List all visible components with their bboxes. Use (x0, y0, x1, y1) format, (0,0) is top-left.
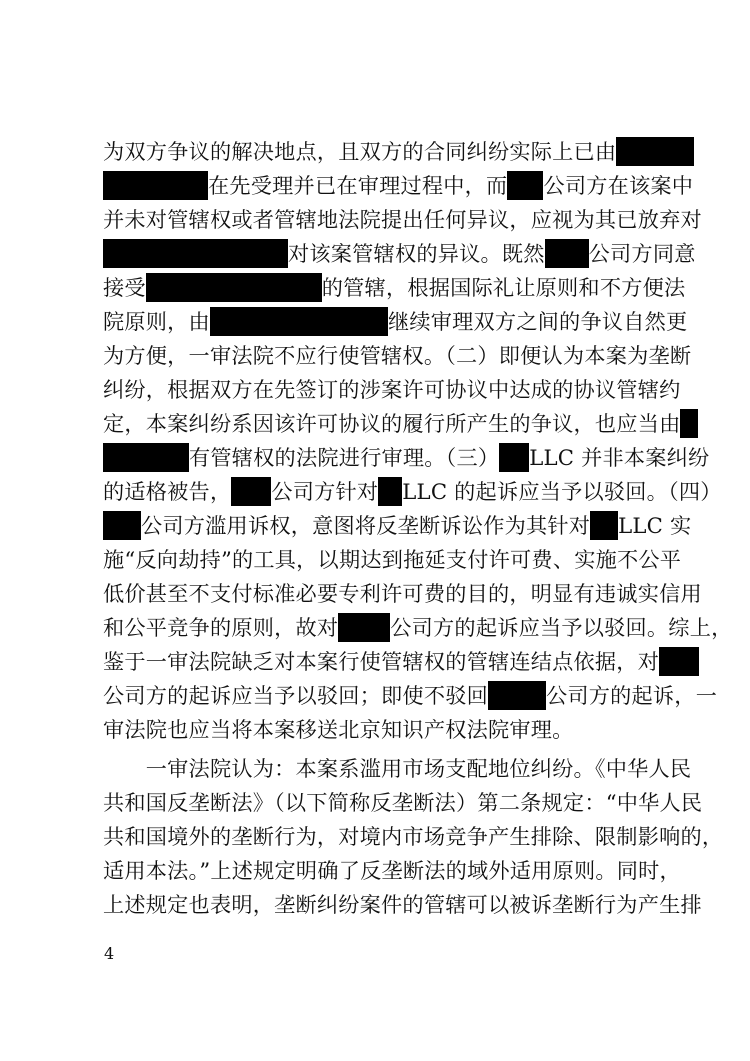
text-segment: LLC 的起诉应当予以驳回。（四） (402, 479, 722, 504)
text-segment: 适用本法。”上述规定明确了反垄断法的域外适用原则。同时， (103, 858, 681, 883)
text-segment: 纠纷，根据双方在先签订的涉案许可协议中达成的协议管辖约 (103, 377, 681, 402)
text-line (103, 509, 692, 543)
text-segment: 接受 (103, 275, 146, 300)
redaction-box (210, 307, 388, 336)
redaction-box (499, 443, 529, 472)
text-segment: 在先受理并已在审理过程中，而 (208, 173, 508, 198)
text-segment: 低价甚至不支付标准必要专利许可费的目的，明显有违诚实信用 (103, 581, 702, 606)
text-segment: 公司方的起诉，一 (545, 683, 718, 708)
text-segment: LLC 实 (618, 513, 692, 538)
redaction-box (680, 409, 698, 438)
text-segment: 一审法院认为：本案系滥用市场支配地位纠纷。《中华人民 (103, 756, 692, 781)
redaction-box (231, 477, 271, 506)
text-segment: 公司方同意 (588, 241, 696, 266)
text-segment: 公司方滥用诉权，意图将反垄断诉讼作为其针对 (141, 513, 591, 538)
text-line (103, 203, 702, 237)
redaction-box (590, 511, 618, 540)
text-segment: 公司方针对 (271, 479, 379, 504)
text-segment: 定，本案纠纷系因该许可协议的履行所产生的争议，也应当由 (103, 411, 681, 436)
text-segment: 并未对管辖权或者管辖地法院提出任何异议，应视为其已放弃对 (103, 207, 702, 232)
text-line (103, 713, 663, 747)
text-segment: 对该案管辖权的异议。既然 (288, 241, 545, 266)
redaction-box (616, 137, 694, 166)
text-segment: 上述规定也表明，垄断纠纷案件的管辖可以被诉垄断行为产生排 (103, 892, 702, 917)
redaction-box (338, 613, 390, 642)
text-segment: 的管辖，根据国际礼让原则和不方便法 (321, 275, 686, 300)
text-line (103, 645, 663, 679)
text-line (103, 475, 722, 509)
text-line (103, 237, 696, 271)
text-segment: 为方便，一审法院不应行使管辖权。（二）即便认为本案为垄断 (103, 343, 692, 368)
text-line (103, 339, 692, 373)
text-line (103, 577, 702, 611)
text-segment: 审法院也应当将本案移送北京知识产权法院审理。 (103, 717, 574, 742)
redaction-box (659, 647, 699, 676)
text-segment: LLC 并非本案纠纷 (529, 445, 710, 470)
redaction-box (507, 171, 543, 200)
redaction-box (545, 239, 589, 268)
text-segment: 公司方在该案中 (543, 173, 694, 198)
text-line (103, 305, 688, 339)
text-line (103, 611, 733, 645)
text-segment: 鉴于一审法院缺乏对本案行使管辖权的管辖连结点依据，对 (103, 649, 660, 674)
text-line (103, 271, 686, 305)
text-segment: 为双方争议的解决地点，且双方的合同纠纷实际上已由 (103, 139, 617, 164)
text-segment: 继续审理双方之间的争议自然更 (387, 309, 688, 334)
text-line (103, 679, 718, 713)
text-line (103, 169, 694, 203)
text-segment: 院原则，由 (103, 309, 210, 334)
text-line (103, 543, 682, 577)
text-line (103, 135, 663, 169)
redaction-box (103, 511, 141, 540)
redaction-box (378, 477, 402, 506)
text-segment: 公司方的起诉应当予以驳回；即使不驳回 (103, 683, 488, 708)
text-line (103, 888, 702, 922)
text-line (103, 441, 710, 475)
redaction-box (103, 171, 208, 200)
redaction-box (103, 443, 189, 472)
redaction-box (488, 681, 546, 710)
text-line (103, 854, 681, 888)
text-line (103, 407, 681, 441)
redaction-box (146, 273, 322, 302)
page-number: 4 (104, 944, 115, 963)
text-line (103, 752, 692, 786)
redaction-box (103, 239, 288, 268)
text-segment: 和公平竞争的原则，故对 (103, 615, 339, 640)
text-line (103, 820, 724, 854)
text-segment: 施“反向劫持”的工具，以期达到拖延支付许可费、实施不公平 (103, 547, 682, 572)
text-line (103, 786, 703, 820)
text-segment: 的适格被告， (103, 479, 232, 504)
text-segment: 共和国境外的垄断行为，对境内市场竞争产生排除、限制影响的， (103, 824, 724, 849)
text-segment: 有管辖权的法院进行审理。（三） (189, 445, 500, 470)
text-segment: 公司方的起诉应当予以驳回。综上， (390, 615, 733, 640)
text-line (103, 373, 681, 407)
text-segment: 共和国反垄断法》（以下简称反垄断法）第二条规定：“中华人民 (103, 790, 703, 815)
